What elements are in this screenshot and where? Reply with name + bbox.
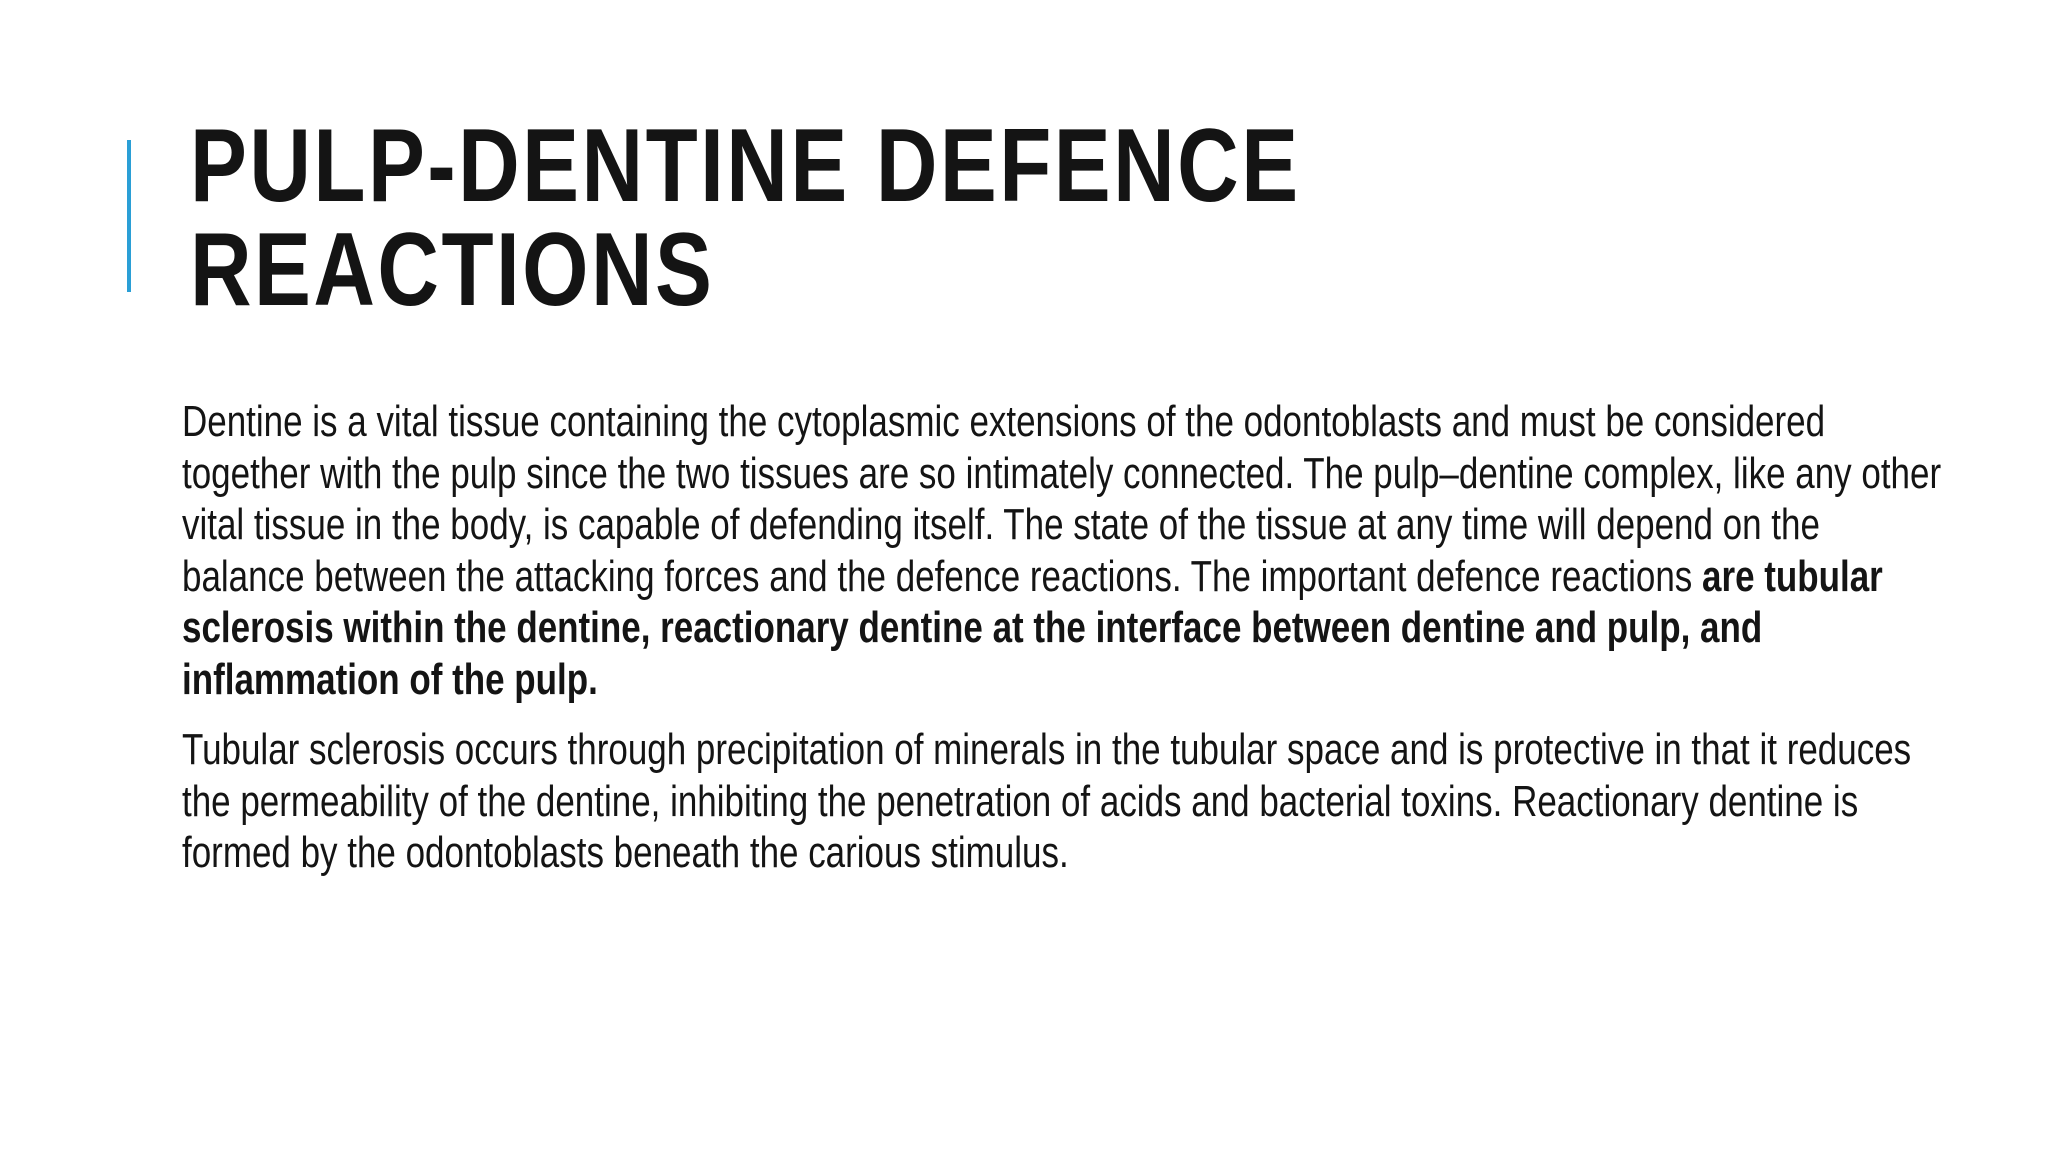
paragraph-1-text: Dentine is a vital tissue containing the cytoplasmic extensions of the odontoblasts and must be considered together with the pulp since the two tissues are so intimately connected. The pulp–dentine complex, like any other vital tissue in the body, is capable of defending itself. The state of the tissue at any time will depend on the balance between the attacking forces and the defence reactions. The important defence reactions <box>182 397 1942 601</box>
slide-title-line-1: PULP-DENTINE DEFENCE <box>190 108 1301 224</box>
body-paragraph-1 <box>182 396 1947 705</box>
slide-title <box>190 108 1420 328</box>
slide-title-line-2: REACTIONS <box>190 212 715 328</box>
title-accent-bar <box>127 140 131 292</box>
slide-body <box>182 396 1947 898</box>
paragraph-1-emphasis: are tubular sclerosis within the dentine, reactionary dentine at the interface between dentine and pulp, and inflammation of the pulp. <box>182 551 1883 704</box>
body-paragraph-2: Tubular sclerosis occurs through precipitation of minerals in the tubular space and is protective in that it reduces the permeability of the dentine, inhibiting the penetration of acids and bacterial toxins. Reactionary dentine is formed by the odontoblasts beneath the carious stimulus. <box>182 725 1912 877</box>
